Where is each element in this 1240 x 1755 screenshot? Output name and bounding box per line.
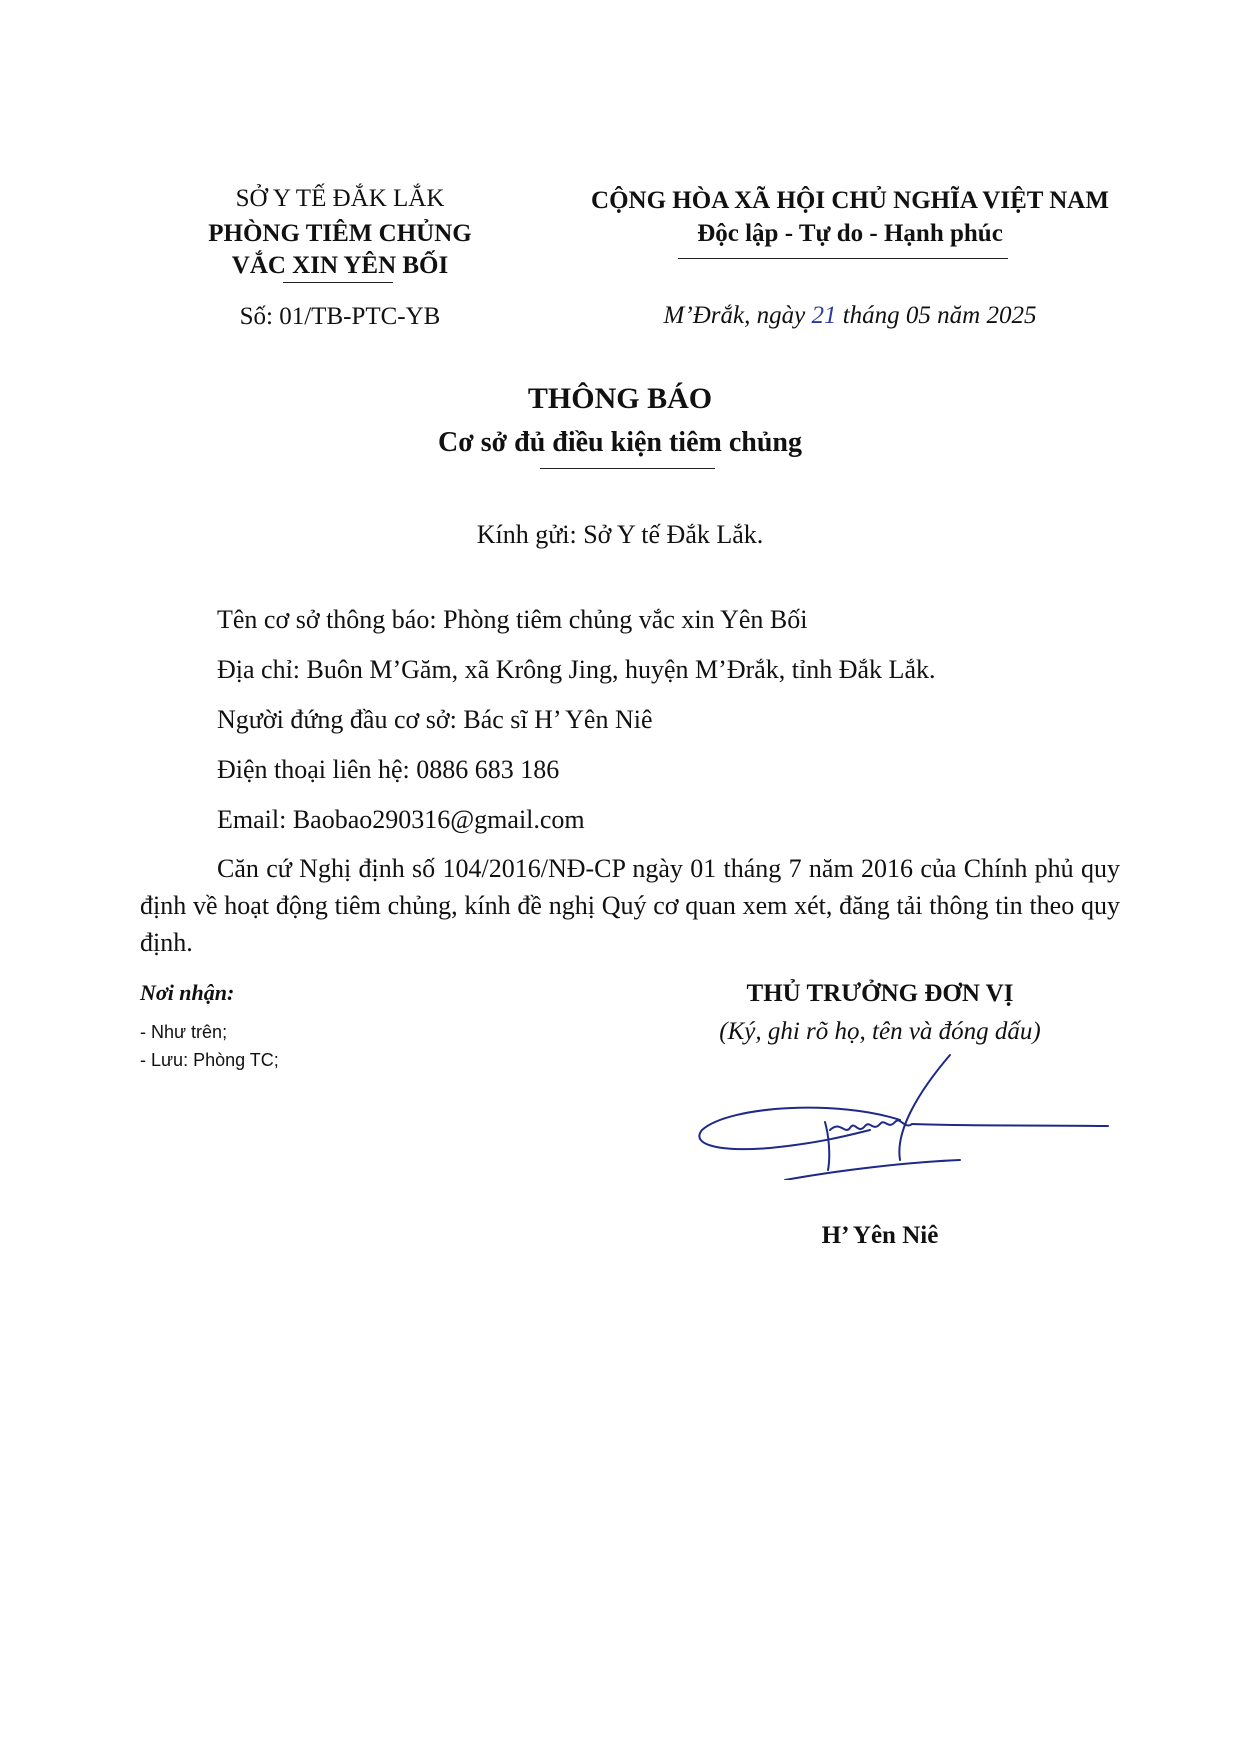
republic-heading: CỘNG HÒA XÃ HỘI CHỦ NGHĨA VIỆT NAM xyxy=(591,187,1109,214)
recipient-line: Kính gửi: Sở Y tế Đắk Lắk. xyxy=(476,520,764,549)
agency-unit-line1: PHÒNG TIÊM CHỦNG xyxy=(208,220,472,247)
place-date-suffix: tháng 05 năm 2025 xyxy=(842,302,1037,329)
signature-title: THỦ TRƯỞNG ĐƠN VỊ xyxy=(746,980,1014,1007)
date-day-handwritten: 21 xyxy=(811,302,837,329)
phone-field: Điện thoại liên hệ: 0886 683 186 xyxy=(217,755,560,784)
head-of-facility-field: Người đứng đầu cơ sở: Bác sĩ H’ Yên Niê xyxy=(217,705,653,734)
motto-underline xyxy=(678,258,1008,259)
agency-underline xyxy=(283,282,393,283)
place-date-prefix: M’Đrắk, ngày xyxy=(663,302,806,329)
facility-name-field: Tên cơ sở thông báo: Phòng tiêm chủng vắc xin Yên Bối xyxy=(217,605,808,634)
agency-unit-line2: VẮC XIN YÊN BỐI xyxy=(231,252,449,279)
document-title: THÔNG BÁO xyxy=(527,382,713,415)
title-underline xyxy=(540,468,715,469)
document-subtitle: Cơ sở đủ điều kiện tiêm chủng xyxy=(438,427,802,458)
agency-organization: SỞ Y TẾ ĐẮK LẮK xyxy=(235,185,445,212)
recipient-item: - Lưu: Phòng TC; xyxy=(140,1050,279,1070)
signature-note: (Ký, ghi rõ họ, tên và đóng dấu) xyxy=(719,1018,1041,1045)
handwritten-signature xyxy=(690,1050,1120,1180)
recipient-item: - Như trên; xyxy=(140,1022,228,1042)
email-field: Email: Baobao290316@gmail.com xyxy=(217,805,585,834)
recipients-label: Nơi nhận: xyxy=(140,980,235,1005)
national-motto: Độc lập - Tự do - Hạnh phúc xyxy=(697,220,1003,247)
address-field: Địa chỉ: Buôn M’Găm, xã Krông Jing, huyện M’Đrắk, tỉnh Đắk Lắk. xyxy=(217,655,936,684)
place-date xyxy=(560,302,1140,330)
signer-name: H’ Yên Niê xyxy=(821,1222,939,1249)
legal-basis-paragraph: Căn cứ Nghị định số 104/2016/NĐ-CP ngày 01 tháng 7 năm 2016 của Chính phủ quy định về hoạt động tiêm chủng, kính đề nghị Quý cơ quan xem xét, đăng tải thông tin theo quy định. xyxy=(140,854,1120,957)
agency-unit xyxy=(180,218,500,282)
document-number: Số: 01/TB-PTC-YB xyxy=(239,303,441,330)
